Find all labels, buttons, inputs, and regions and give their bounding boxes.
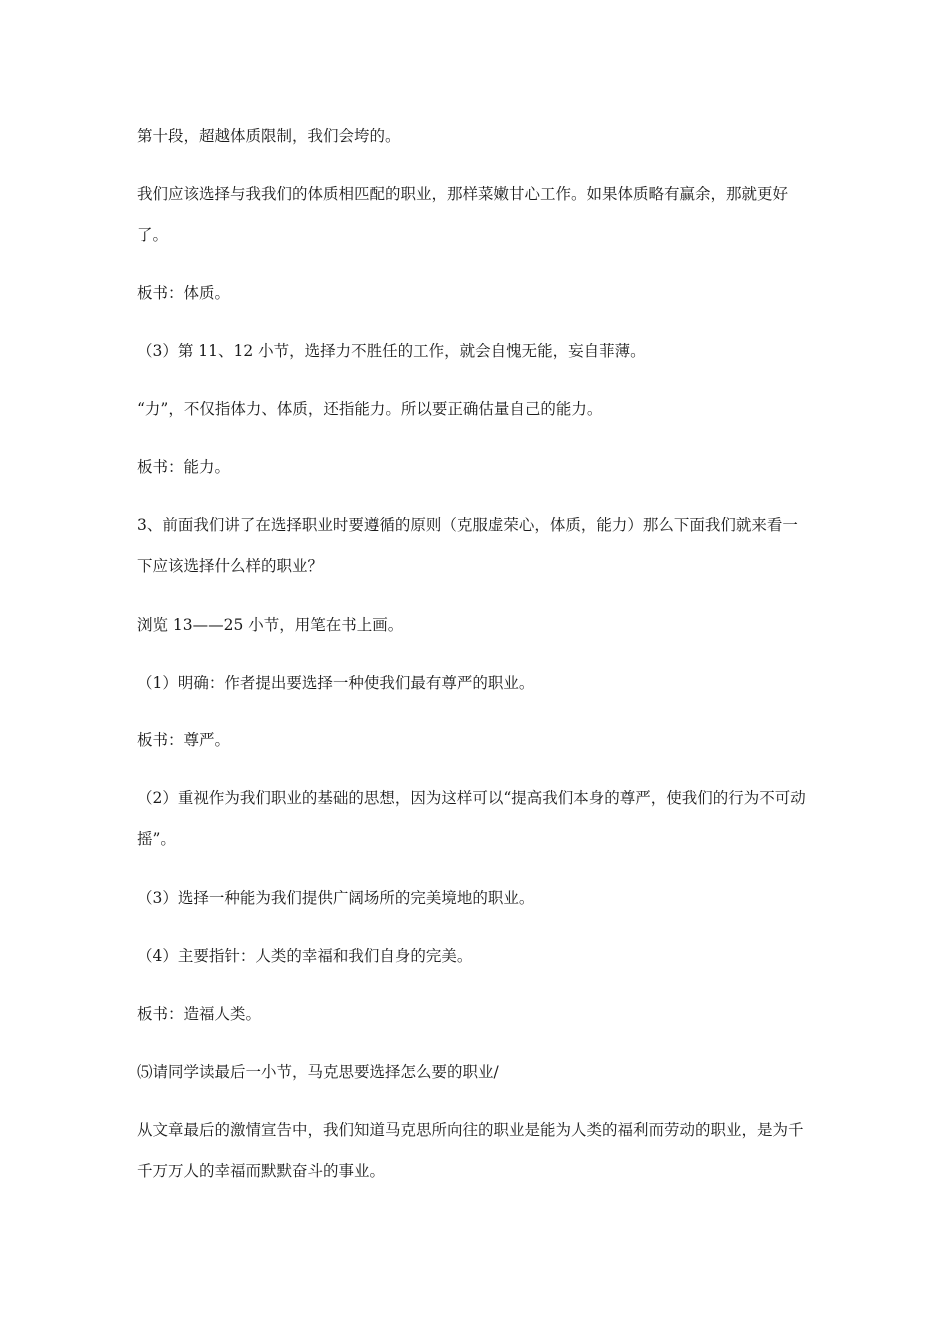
paragraph: 我们应该选择与我我们的体质相匹配的职业，那样菜嫩甘心工作。如果体质略有赢余，那就更好了。 [137,185,789,244]
paragraph: 第十段，超越体质限制，我们会垮的。 [137,127,401,145]
paragraph: 板书：造福人类。 [137,1005,262,1023]
paragraph: 浏览 13——25 小节，用笔在书上画。 [137,616,404,634]
paragraph: ⑸请同学读最后一小节，马克思要选择怎么要的职业/ [137,1063,499,1081]
paragraph: 板书：尊严。 [137,731,231,749]
paragraph: （3）选择一种能为我们提供广阔场所的完美境地的职业。 [137,889,535,907]
paragraph: （4）主要指针：人类的幸福和我们自身的完美。 [137,947,473,965]
paragraph: “力”，不仅指体力、体质，还指能力。所以要正确估量自己的能力。 [137,400,603,418]
paragraph: （3）第 11、12 小节，选择力不胜任的工作，就会自愧无能，妄自菲薄。 [137,342,646,360]
paragraph: 板书：体质。 [137,284,231,302]
paragraph: 板书：能力。 [137,458,231,476]
paragraph: （2）重视作为我们职业的基础的思想，因为这样可以“提高我们本身的尊严，使我们的行为不可动摇”。 [137,789,806,848]
paragraph: （1）明确：作者提出要选择一种使我们最有尊严的职业。 [137,674,535,692]
paragraph: 3、前面我们讲了在选择职业时要遵循的原则（克服虚荣心，体质，能力）那么下面我们就来看一下应该选择什么样的职业？ [137,516,798,575]
paragraph: 从文章最后的激情宣告中，我们知道马克思所向往的职业是能为人类的福利而劳动的职业，是为千千万万人的幸福而默默奋斗的事业。 [137,1121,804,1180]
